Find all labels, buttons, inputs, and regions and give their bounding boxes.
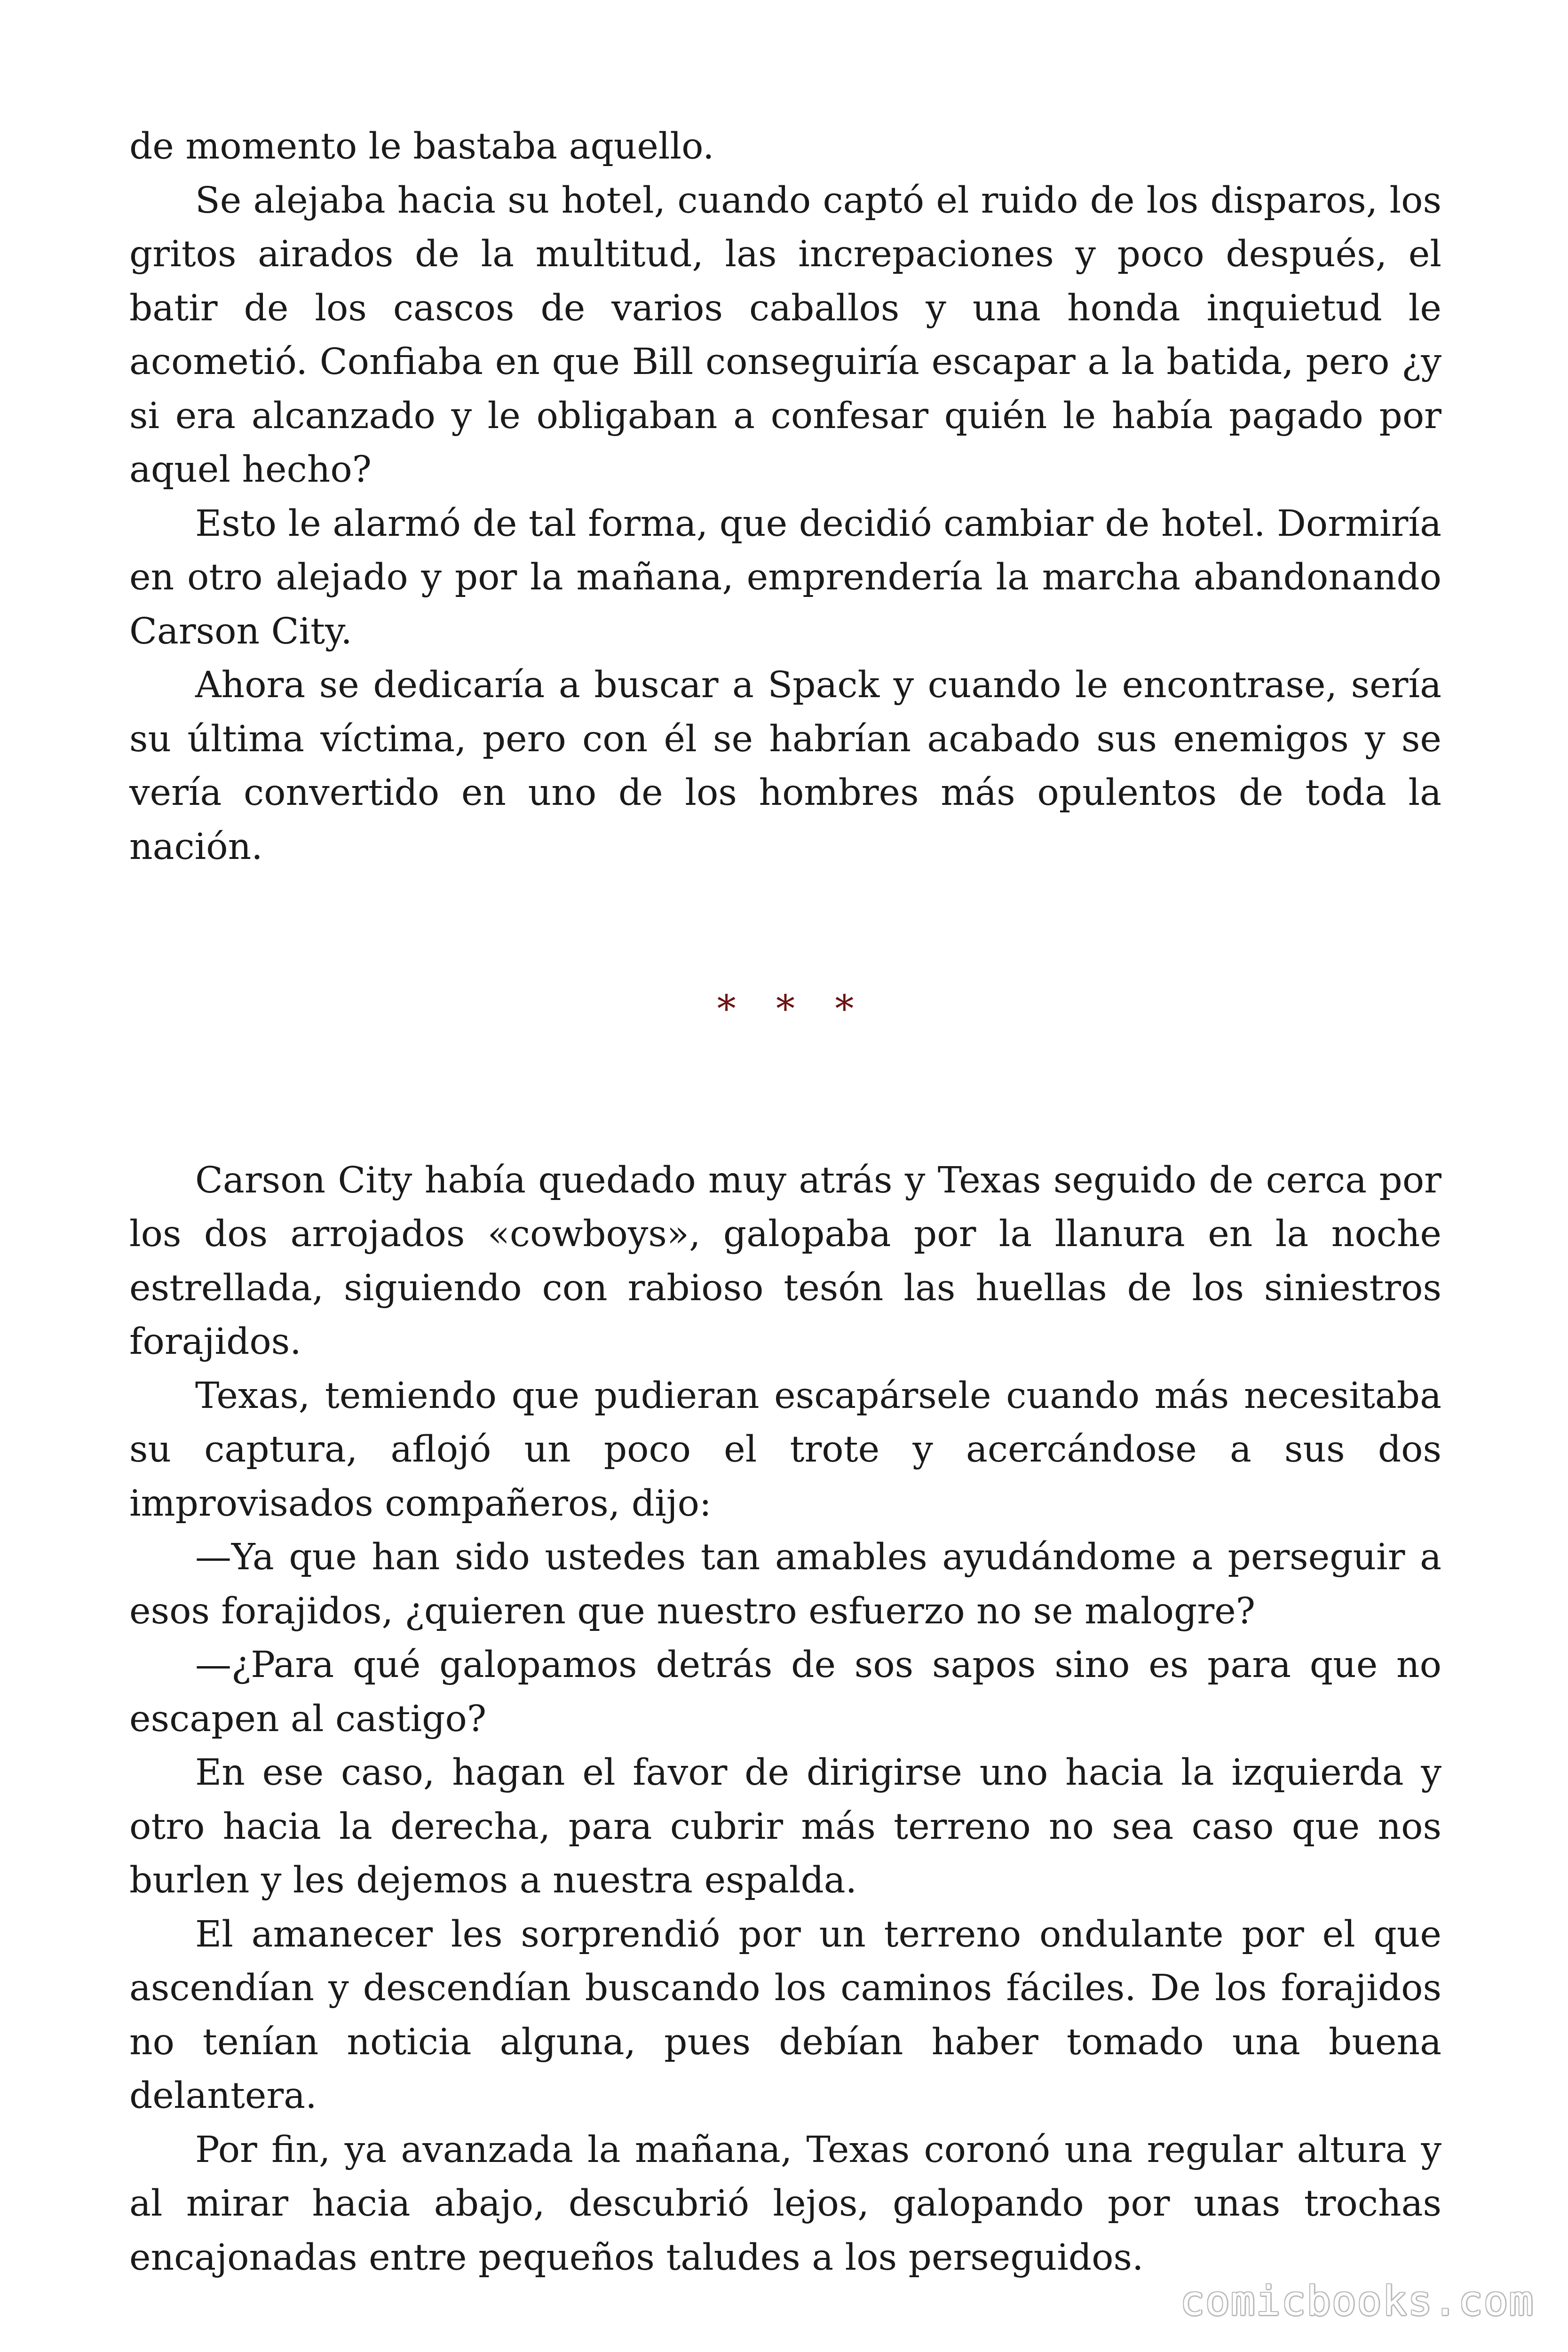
paragraph: Carson City había quedado muy atrás y Texas seguido de cerca por los dos arrojados «cowboys», galopaba por la llanura en la noche estrellada, siguiendo con rabioso tesón las huellas de los siniestros forajidos. [129, 1159, 1441, 1363]
book-page [129, 120, 1441, 2285]
paragraph: El amanecer les sorprendió por un terreno ondulante por el que ascendían y descendían buscando los caminos fáciles. De los forajidos no tenían noticia alguna, pues debían haber tomado una buena delantera. [129, 1913, 1441, 2117]
paragraph-dialogue: —Ya que han sido ustedes tan amables ayudándome a perseguir a esos forajidos, ¿quieren que nuestro esfuerzo no se malogre? [129, 1536, 1441, 1632]
paragraph: Ahora se dedicaría a buscar a Spack y cuando le encontrase, sería su última víctima, pero con él se habrían acabado sus enemigos y se vería convertido en uno de los hombres más opulentos de toda la nación. [129, 664, 1441, 868]
section-separator: * * * [717, 987, 868, 1031]
paragraph: Se alejaba hacia su hotel, cuando captó el ruido de los disparos, los gritos airados de la multitud, las increpaciones y poco después, el batir de los cascos de varios caballos y una honda inquietud le acometió. Confiaba en que Bill conseguiría escapar a la batida, pero ¿y si era alcanzado y le obligaban a confesar quién le había pagado por aquel hecho? [129, 179, 1441, 491]
paragraph: Por fin, ya avanzada la mañana, Texas coronó una regular altura y al mirar hacia abajo, descubrió lejos, galopando por unas trochas encajonadas entre pequeños taludes a los perseguidos. [129, 2129, 1441, 2279]
paragraph: Esto le alarmó de tal forma, que decidió cambiar de hotel. Dormiría en otro alejado y por la mañana, emprendería la marcha abandonando Carson City. [129, 502, 1441, 652]
paragraph-dialogue: —¿Para qué galopamos detrás de sos sapos sino es para que no escapen al castigo? [129, 1644, 1441, 1740]
paragraph-continuation: de momento le bastaba aquello. [129, 126, 714, 167]
watermark-text: comicbooks.com [1180, 2278, 1534, 2325]
paragraph: En ese caso, hagan el favor de dirigirse uno hacia la izquierda y otro hacia la derecha, para cubrir más terreno no sea caso que nos burlen y les dejemos a nuestra espalda. [129, 1752, 1441, 1901]
paragraph: Texas, temiendo que pudieran escapársele cuando más necesitaba su captura, aflojó un poco el trote y acercándose a sus dos improvisados compañeros, dijo: [129, 1375, 1441, 1525]
